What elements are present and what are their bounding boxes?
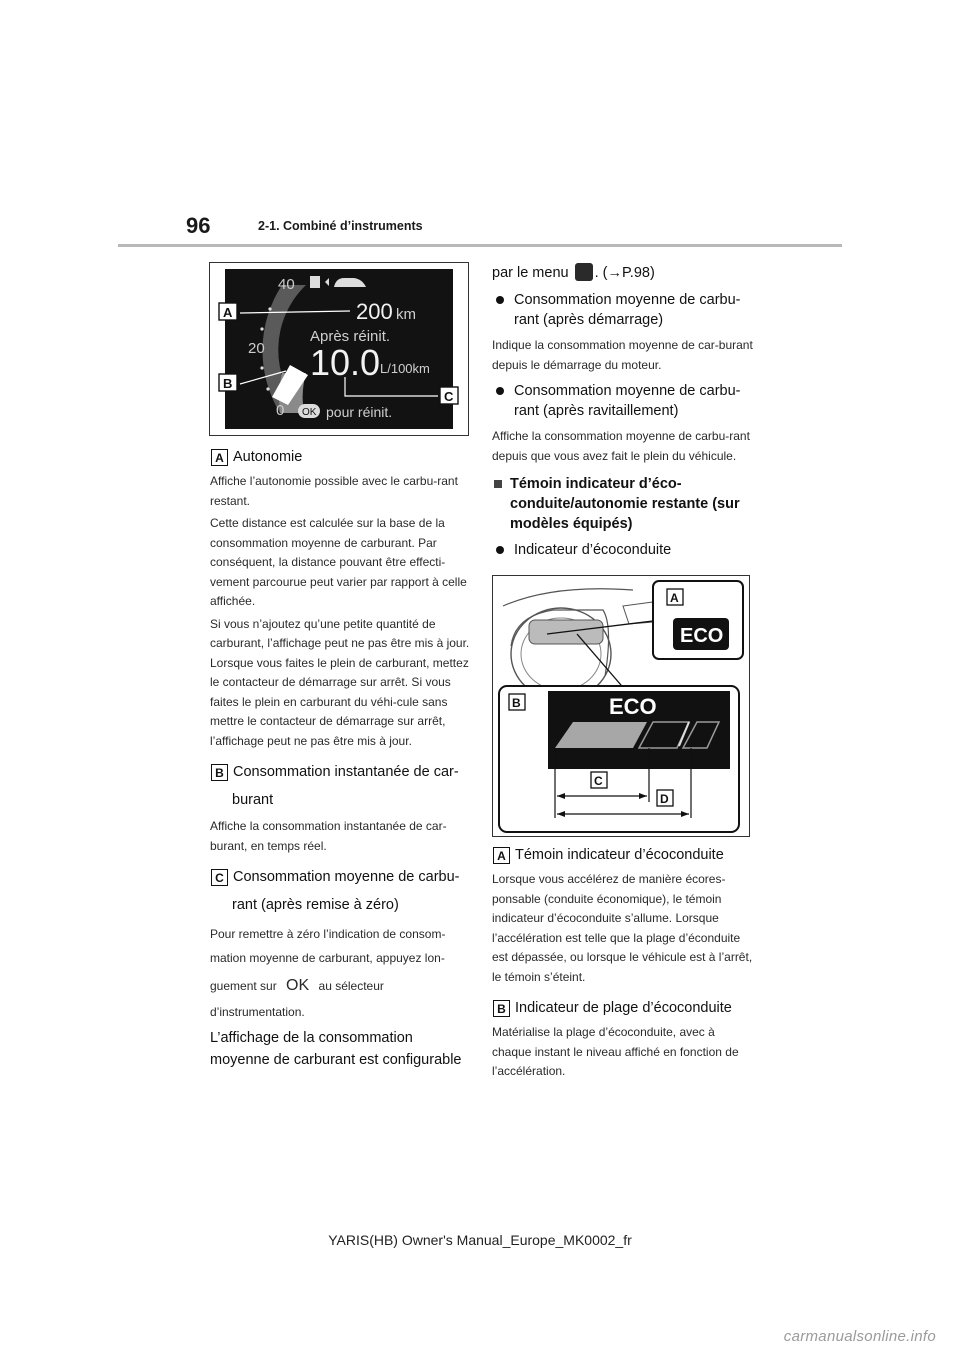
- paragraph: d’instrumentation.: [210, 1005, 305, 1019]
- paragraph: Affiche la consommation instantanée de car-burant, en temps réel.: [210, 819, 447, 853]
- paragraph: Si vous n’ajoutez qu’une petite quantité de carburant, l’affichage peut ne pas être mis à jour.: [210, 616, 470, 650]
- heading-average-reset-cont: rant (après remise à zéro): [232, 897, 399, 913]
- subheading-eco-text: Témoin indicateur d’éco-conduite/autonomie restante (sur modèles équipés): [510, 476, 740, 532]
- bullet-eco-indicator: [492, 540, 754, 560]
- callout-d: D: [660, 792, 669, 806]
- right-column: [492, 262, 754, 566]
- bullet-dot-icon: [496, 546, 504, 554]
- eco-indicator-illustration: [493, 576, 749, 836]
- subheading-eco: [492, 474, 754, 534]
- paragraph: Indique la consommation moyenne de car-burant depuis le démarrage du moteur.: [492, 338, 753, 372]
- label-box-a: A: [211, 449, 228, 466]
- heading-instant-consumption-cont: burant: [232, 792, 274, 808]
- label-box-a: A: [493, 847, 510, 864]
- section-title: 2-1. Combiné d’instruments: [258, 219, 423, 233]
- fuel-pump-icon: [310, 276, 320, 288]
- heading-autonomie-text: Autonomie: [233, 449, 303, 465]
- heading-eco-lamp: [492, 844, 754, 866]
- eco-indicator-figure: [492, 575, 750, 837]
- label-box-c: C: [211, 869, 228, 886]
- label-box-b: B: [211, 764, 228, 781]
- bullet-after-start-text: Consommation moyenne de carbu-rant (après démarrage): [514, 292, 741, 328]
- callout-a: A: [223, 305, 233, 320]
- watermark: carmanualsonline.info: [783, 1328, 936, 1345]
- menu-reference-post: . (→P.98): [594, 265, 655, 281]
- bullet-after-start: [492, 290, 754, 330]
- paragraph: Pour remettre à zéro l’indication de consom-mation moyenne de carburant, appuyez lon-: [210, 927, 446, 965]
- heading-instant-consumption-text: Consommation instantanée de car-: [233, 764, 459, 780]
- heading-instant-consumption: [210, 761, 472, 783]
- paragraph: Affiche l’autonomie possible avec le carbu-rant restant.: [210, 474, 458, 508]
- settings-gear-icon: [575, 263, 593, 281]
- bullet-dot-icon: [496, 296, 504, 304]
- scale-mid-label: 20: [248, 340, 265, 357]
- paragraph: Affiche la consommation moyenne de carbu-rant depuis que vous avez fait le plein du véhicule.: [492, 429, 750, 463]
- paragraph: Lorsque vous accélérez de manière écores-ponsable (conduite économique), le témoin indicateur d’écoconduite s’allume. Lorsque l’accélération est telle que la plage d’éconduite est dépassée, ou lorsque le véhicule est à l’arrêt, le témoin s’éteint.: [492, 872, 753, 984]
- label-box-b: B: [493, 1000, 510, 1017]
- instrument-display-illustration: [210, 263, 468, 435]
- paragraph-ok-post: au sélecteur: [318, 979, 384, 993]
- range-unit: km: [396, 306, 416, 323]
- eco-range-title: ECO: [609, 694, 657, 719]
- consumption-unit: L/100km: [380, 361, 430, 376]
- bullet-after-refuel: [492, 381, 754, 421]
- paragraph-ok: [210, 973, 472, 999]
- scale-bottom-label: 0: [276, 402, 285, 419]
- bullet-after-refuel-text: Consommation moyenne de carbu-rant (après ravitaillement): [514, 383, 741, 419]
- paragraph-ok-pre: guement sur: [210, 979, 277, 993]
- heading-average-reset: [210, 866, 472, 888]
- heading-autonomie: [210, 446, 472, 468]
- paragraph-configurable: L’affichage de la consommation moyenne de carburant est configurable: [210, 1029, 462, 1068]
- square-bullet-icon: [494, 480, 502, 488]
- heading-eco-range: [492, 997, 754, 1019]
- consumption-value: 10.0: [310, 342, 381, 383]
- range-value: 200: [356, 299, 393, 324]
- ok-button-icon: OK: [286, 977, 310, 994]
- heading-eco-range-text: Indicateur de plage d’écoconduite: [515, 1000, 732, 1016]
- callout-b: B: [512, 696, 521, 710]
- menu-reference-pre: par le menu: [492, 265, 569, 281]
- callout-a: A: [670, 591, 679, 605]
- instrument-display-figure: [209, 262, 469, 436]
- callout-c: C: [594, 774, 603, 788]
- menu-reference: [492, 262, 754, 284]
- heading-average-reset-text: Consommation moyenne de carbu-: [233, 869, 460, 885]
- bullet-dot-icon: [496, 387, 504, 395]
- left-column: [210, 440, 472, 1071]
- heading-eco-lamp-text: Témoin indicateur d’écoconduite: [515, 847, 724, 863]
- reset-hint: pour réinit.: [326, 404, 393, 420]
- paragraph: Cette distance est calculée sur la base de la consommation moyenne de carburant. Par conséquent, la distance pouvant être effecti-vement parcourue peut varier par rapport à celle affichée.: [210, 516, 467, 608]
- header-rule: [118, 244, 842, 247]
- callout-c: C: [444, 389, 454, 404]
- bullet-eco-indicator-text: Indicateur d’écoconduite: [514, 542, 672, 558]
- footer-manual-id: YARIS(HB) Owner's Manual_Europe_MK0002_fr: [328, 1232, 632, 1248]
- paragraph: Matérialise la plage d’écoconduite, avec à chaque instant le niveau affiché en fonction de l’accélération.: [492, 1025, 739, 1078]
- paragraph: Lorsque vous faites le plein de carburant, mettez le contacteur de démarrage sur arrêt. Si vous faites le plein en carburant du véhi-cule sans mettre le contacteur de démarrage sur arrêt, l’affichage peut ne pas être mis à jour.: [210, 655, 469, 748]
- after-reset-label: Après réinit.: [310, 328, 391, 345]
- scale-top-label: 40: [278, 276, 295, 293]
- callout-b: B: [223, 376, 233, 391]
- eco-lamp-text: ECO: [680, 625, 724, 647]
- page-number: 96: [186, 213, 211, 238]
- right-column-lower: [492, 842, 754, 1085]
- ok-badge-text: OK: [302, 407, 317, 418]
